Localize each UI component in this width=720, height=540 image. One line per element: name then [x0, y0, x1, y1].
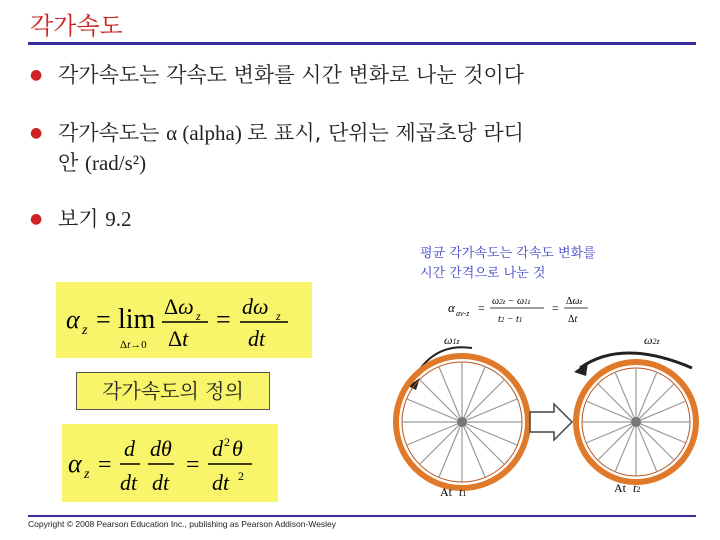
svg-text:=: = — [98, 452, 112, 478]
svg-text:Δt: Δt — [168, 326, 189, 351]
bullet-2-alpha: α (alpha) — [166, 121, 248, 145]
note-line-2: 시간 간격으로 나눈 것 — [420, 266, 546, 281]
omega-2z-label — [644, 333, 660, 347]
svg-text:θ: θ — [232, 436, 243, 461]
derivative-equation-svg — [62, 424, 278, 502]
svg-text:dθ: dθ — [150, 436, 172, 461]
slide-title: 각가속도 — [30, 12, 123, 40]
bullet-dot-icon: ● — [30, 125, 43, 141]
omega-1-subscript: 1z — [452, 337, 460, 346]
svg-text:dt: dt — [212, 470, 230, 495]
bullet-2-unit: (rad/s²) — [84, 151, 147, 175]
t2-symbol: t — [633, 481, 637, 495]
second-derivative-equation — [62, 424, 278, 502]
svg-text:dω: dω — [242, 294, 269, 319]
svg-text:2: 2 — [224, 435, 230, 449]
svg-text:av-z: av-z — [456, 309, 470, 318]
svg-text:d: d — [124, 436, 135, 461]
omega-1-symbol: ω — [444, 333, 453, 347]
average-acceleration-formula — [448, 296, 588, 325]
at-label-2: At — [614, 481, 626, 495]
svg-text:dt: dt — [248, 326, 266, 351]
copyright-notice: Copyright © 2008 Pearson Education Inc., publishing as Pearson Addison-Wesley — [28, 519, 337, 529]
definition-label-box: 각가속도의 정의 — [76, 372, 270, 410]
svg-text:d: d — [212, 436, 223, 461]
bullet-1-text: 각가속도는 각속도 변화를 시간 변화로 나눈 것이다 — [58, 63, 525, 87]
svg-text:t2 − t1: t2 − t1 — [498, 314, 523, 325]
bullet-2-part-a: 각가속도는 — [58, 121, 167, 145]
rotating-wheel-figure — [392, 282, 702, 512]
svg-text:ω2z − ω1z: ω2z − ω1z — [492, 296, 531, 307]
svg-text:Δt: Δt — [568, 314, 578, 325]
svg-text:Δt→0: Δt→0 — [120, 339, 147, 351]
svg-text:=: = — [552, 301, 559, 315]
svg-text:Δωz: Δωz — [566, 296, 583, 307]
svg-text:Δω: Δω — [164, 294, 194, 319]
svg-text:=: = — [186, 452, 200, 478]
bullet-3-text — [58, 204, 698, 234]
t1-subscript: 1 — [462, 489, 467, 498]
limit-definition-equation — [56, 282, 312, 358]
svg-text:α: α — [448, 300, 455, 315]
t2-subscript: 2 — [636, 485, 641, 494]
wheel-at-t1 — [396, 356, 528, 488]
right-arrow-head-icon — [574, 362, 588, 376]
t1-symbol: t — [459, 485, 463, 499]
svg-text:α: α — [66, 305, 80, 334]
svg-text:dt: dt — [120, 470, 138, 495]
omega-2-subscript: 2z — [652, 337, 660, 346]
omega-2-symbol: ω — [644, 333, 653, 347]
svg-text:z: z — [276, 309, 281, 323]
bullet-dot-icon: ● — [30, 211, 43, 227]
svg-text:z: z — [84, 467, 90, 482]
svg-text:2: 2 — [238, 469, 244, 483]
svg-text:z: z — [196, 309, 201, 323]
svg-text:α: α — [68, 449, 82, 478]
limit-equation-svg — [56, 282, 312, 358]
svg-text:lim: lim — [118, 304, 156, 335]
time-progress-arrow-icon — [530, 404, 572, 440]
note-line-1: 평균 각가속도는 각속도 변화를 — [420, 246, 596, 261]
footer-divider — [28, 515, 696, 517]
omega-1z-label — [444, 333, 460, 347]
bullet-2 — [30, 118, 690, 182]
svg-text:z: z — [82, 323, 88, 338]
bullet-2-text — [58, 118, 698, 178]
bullet-3-part-a: 보기 — [58, 207, 106, 231]
svg-text:=: = — [96, 305, 111, 334]
wheel-at-t2 — [576, 362, 696, 482]
left-rotation-arrow-icon — [412, 347, 472, 382]
svg-text:=: = — [478, 301, 485, 315]
at-label-1: At — [440, 485, 452, 499]
bullet-2-part-c: 로 표시, 단위는 제곱초당 라디 — [247, 121, 524, 145]
bullet-3-part-b: 9.2 — [105, 207, 132, 231]
title-divider — [28, 42, 696, 45]
bullet-dot-icon: ● — [30, 67, 43, 83]
bullet-2-part-d: 안 — [58, 151, 85, 175]
average-acceleration-note — [420, 244, 690, 284]
svg-text:dt: dt — [152, 470, 170, 495]
svg-text:=: = — [216, 305, 231, 334]
